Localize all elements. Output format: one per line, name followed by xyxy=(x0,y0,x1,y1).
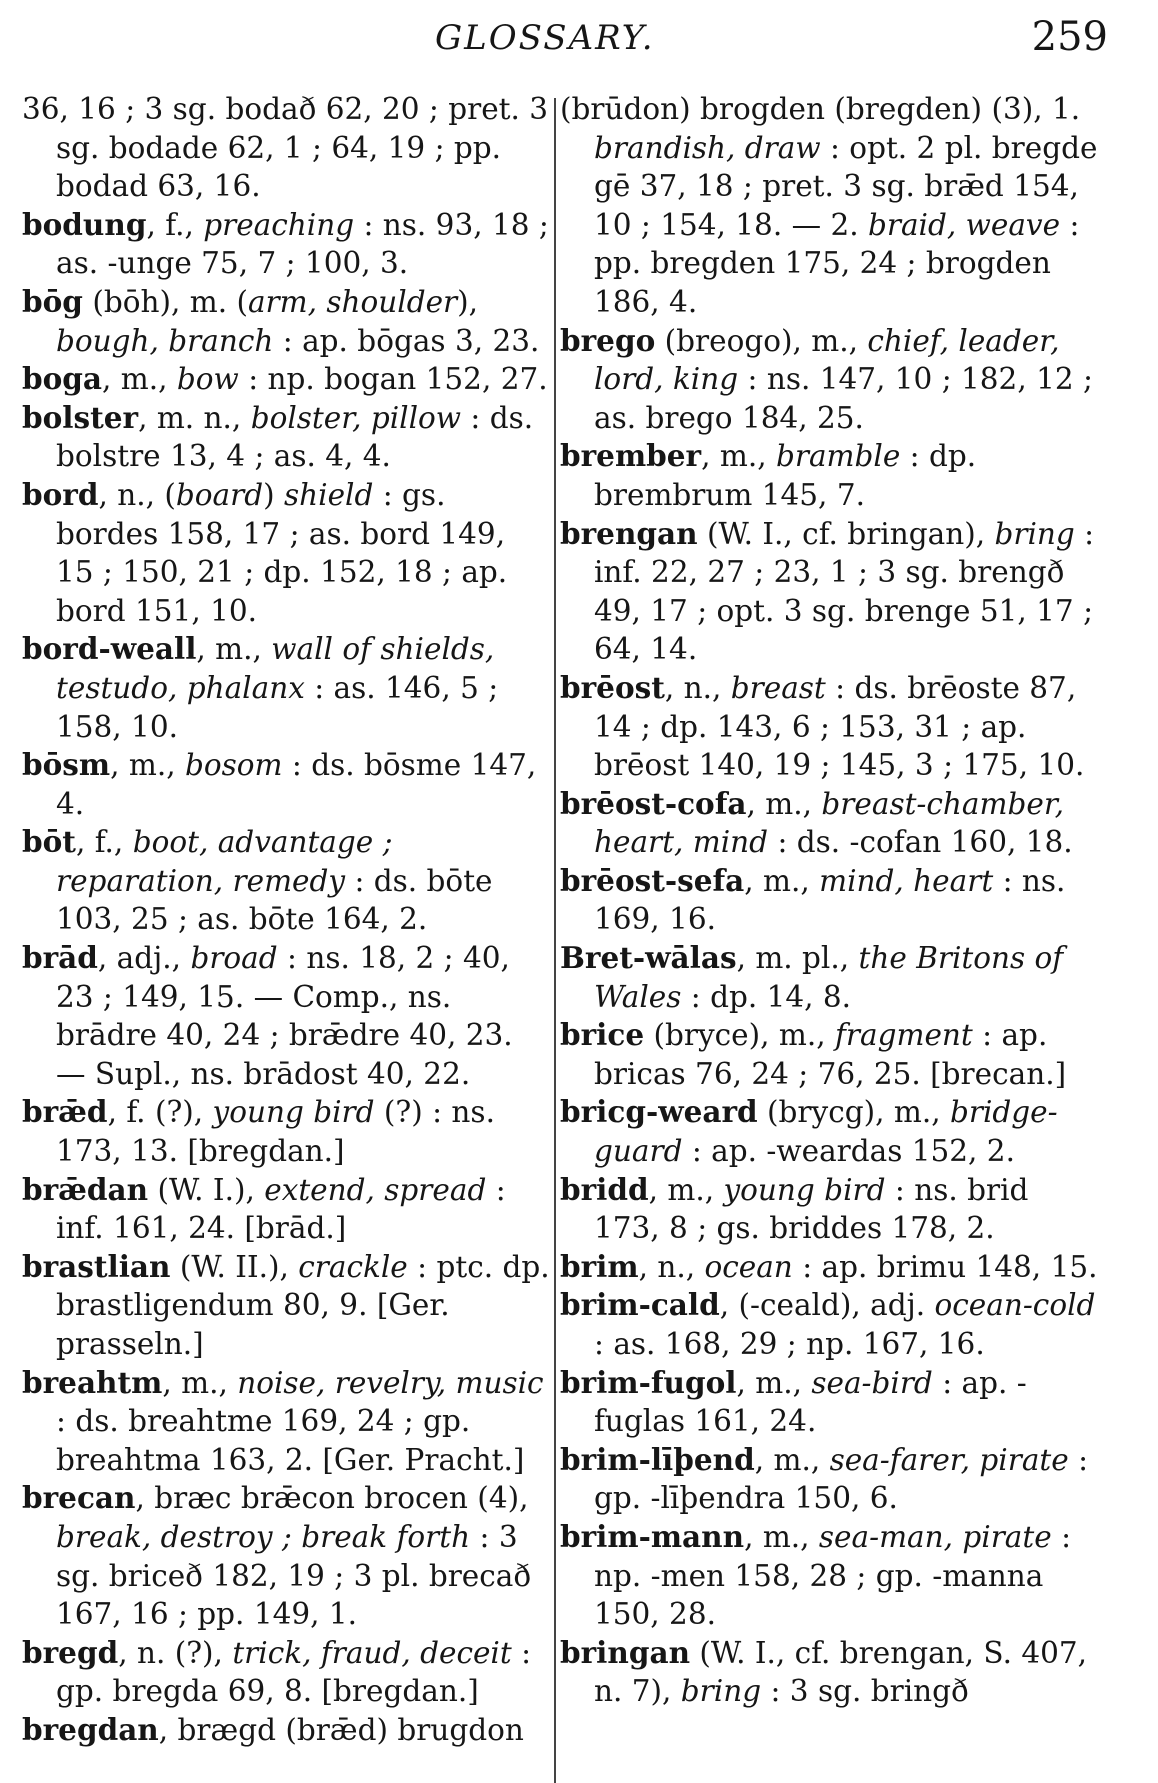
entry-translation: bolster, pillow xyxy=(250,400,462,435)
entry-grammar: (W. I.), xyxy=(148,1172,265,1207)
glossary-entry xyxy=(22,630,550,746)
glossary-entry xyxy=(560,1364,1100,1441)
glossary-entry xyxy=(560,1286,1100,1363)
entry-grammar: , m., xyxy=(701,439,776,474)
entry-references: : ap. bōgas 3, 23. xyxy=(273,323,540,358)
entry-translation: bosom xyxy=(185,748,283,783)
glossary-entry xyxy=(22,90,550,206)
entry-grammar: ) xyxy=(263,477,284,512)
entry-references: : opt. 2 pl. bregde gē 37, 18 ; pret. 3 sg. brǣd 154, 10 ; 154, 18. — 2. xyxy=(594,130,1098,242)
glossary-entry xyxy=(560,862,1100,939)
glossary-entry xyxy=(22,1248,550,1364)
entry-references: : ns. 169, 16. xyxy=(594,863,1066,937)
entry-headword: breahtm xyxy=(22,1364,163,1400)
entry-grammar: (bryce), m., xyxy=(644,1018,835,1053)
entry-grammar: , adj., xyxy=(97,941,191,976)
entry-translation: breast-chamber, heart, mind xyxy=(594,786,1065,860)
entry-translation: braid, weave xyxy=(867,207,1061,242)
entry-grammar: (breogo), m., xyxy=(655,323,868,358)
entry-headword: bregdan xyxy=(22,1711,159,1747)
entry-grammar: , n., xyxy=(638,1249,705,1284)
entry-translation: bring xyxy=(680,1674,762,1709)
entry-translation: breast xyxy=(730,670,826,705)
entry-translation: crackle xyxy=(298,1249,408,1284)
glossary-entry xyxy=(22,1479,550,1633)
glossary-entry xyxy=(22,399,550,476)
glossary-entry xyxy=(22,1711,550,1750)
glossary-entry xyxy=(560,1016,1100,1093)
entry-references: : ds. bōte 103, 25 ; as. bōte 164, 2. xyxy=(56,863,493,937)
entry-references: : gp. bregda 69, 8. [bregdan.] xyxy=(56,1635,532,1709)
entry-references: : ap. -weardas 152, 2. xyxy=(682,1134,1015,1169)
entry-grammar: , m. pl., xyxy=(736,941,859,976)
entry-headword: brēost xyxy=(560,669,665,705)
entry-grammar: , m., xyxy=(648,1172,724,1207)
entry-grammar: (brūdon) brogden (bregden) (3), 1. xyxy=(560,92,1081,126)
entry-references: : as. 146, 5 ; 158, 10. xyxy=(56,670,499,744)
entry-references: : dp. brembrum 145, 7. xyxy=(594,439,977,512)
glossary-entry xyxy=(22,1093,550,1170)
entry-translation: sea-bird xyxy=(811,1365,933,1400)
entry-headword: bridd xyxy=(560,1171,649,1207)
entry-references: : ds. bōsme 147, 4. xyxy=(56,748,537,821)
entry-references: : inf. 161, 24. [brād.] xyxy=(56,1172,506,1246)
entry-grammar: , m., xyxy=(746,786,822,821)
entry-headword: brecan xyxy=(22,1480,136,1516)
entry-headword: bōt xyxy=(22,824,76,860)
entry-grammar: , m., xyxy=(102,362,177,397)
entry-headword: brād xyxy=(22,940,98,976)
entry-grammar: , brægd (brǣd) brugdon xyxy=(158,1712,524,1747)
entry-translation: board xyxy=(175,477,264,512)
entry-translation: sea-farer, pirate xyxy=(829,1442,1069,1477)
entry-grammar: , m., xyxy=(736,1365,812,1400)
glossary-entry xyxy=(22,823,550,939)
glossary-entry xyxy=(22,939,550,1093)
glossary-entry xyxy=(560,437,1100,514)
glossary-entry xyxy=(560,1518,1100,1634)
glossary-entry xyxy=(22,206,550,283)
entry-headword: bord xyxy=(22,476,99,512)
glossary-entry xyxy=(22,360,550,399)
entry-headword: bringan xyxy=(560,1634,691,1670)
glossary-entry xyxy=(22,746,550,823)
entry-references: : ds. breahtme 169, 24 ; gp. breahtma 163, 2. [Ger. Pracht.] xyxy=(56,1404,525,1477)
entry-translation: broad xyxy=(190,941,278,976)
entry-references: : dp. 14, 8. xyxy=(681,979,852,1014)
entry-translation: bring xyxy=(994,516,1075,551)
entry-translation: boot, advantage ; reparation, remedy xyxy=(56,825,393,898)
entry-headword: brim-līþend xyxy=(560,1441,755,1477)
entry-translation: bough, branch xyxy=(56,323,274,358)
entry-translation: bramble xyxy=(775,439,901,474)
entry-references: 36, 16 ; 3 sg. bodað 62, 20 ; pret. 3 sg. bodade 62, 1 ; 64, 19 ; pp. bodad 63, 16. xyxy=(22,92,549,204)
entry-headword: brember xyxy=(560,438,702,474)
entry-grammar: , m., xyxy=(744,1519,819,1554)
entry-translation: fragment xyxy=(835,1018,973,1053)
entry-headword: brego xyxy=(560,322,656,358)
entry-grammar: , m. n., xyxy=(138,400,251,435)
entry-translation: break, destroy ; break forth xyxy=(56,1519,471,1554)
glossary-entry xyxy=(560,1248,1100,1287)
entry-translation: mind, heart xyxy=(819,863,994,898)
entry-grammar: , n., xyxy=(664,670,731,705)
left-column xyxy=(22,90,550,1750)
glossary-entry xyxy=(22,476,550,630)
entry-grammar: , m., xyxy=(744,863,820,898)
entry-headword: brim-fugol xyxy=(560,1364,737,1400)
entry-translation: bridge-guard xyxy=(594,1095,1058,1169)
entry-headword: brastlian xyxy=(22,1248,171,1284)
running-title: GLOSSARY. xyxy=(435,18,655,58)
entry-grammar: (bōh), m. ( xyxy=(82,284,248,319)
entry-headword: brim xyxy=(560,1248,639,1284)
entry-references: : pp. bregden 175, 24 ; brogden 186, 4. xyxy=(594,207,1080,319)
running-head xyxy=(30,8,1108,80)
entry-grammar: , (-ceald), adj. xyxy=(719,1288,935,1323)
entry-references: : 3 sg. briceð 182, 19 ; 3 pl. brecað 167, 16 ; pp. 149, 1. xyxy=(56,1519,532,1632)
entry-grammar: , m., xyxy=(162,1365,238,1400)
entry-grammar: ), xyxy=(457,284,479,319)
entry-references: : gp. -līþendra 150, 6. xyxy=(594,1442,1089,1516)
entry-translation: wall of shields, testudo, phalanx xyxy=(56,632,495,705)
entry-grammar: , m., xyxy=(110,748,185,783)
entry-grammar: (W. II.), xyxy=(170,1249,299,1284)
entry-headword: brēost-cofa xyxy=(560,785,747,821)
entry-headword: bregd xyxy=(22,1634,119,1670)
entry-grammar: , f., xyxy=(75,825,133,860)
entry-grammar: , f., xyxy=(146,207,204,242)
entry-translation: ocean xyxy=(704,1249,793,1284)
glossary-entry xyxy=(560,785,1100,862)
right-column xyxy=(560,90,1100,1711)
entry-references: : ns. 18, 2 ; 40, 23 ; 149, 15. — Comp., ns. brādre 40, 24 ; brǣdre 40, 23. — Supl., ns. brādost 40, 22. xyxy=(56,941,513,1091)
entry-headword: brim-cald xyxy=(560,1287,720,1323)
entry-grammar: (W. I., cf. bringan), xyxy=(697,516,995,551)
entry-translation: young bird xyxy=(212,1095,375,1130)
glossary-entry xyxy=(560,669,1100,785)
entry-headword: bōg xyxy=(22,283,83,319)
entry-grammar: (W. I., cf. brengan, S. 407, n. 7), xyxy=(594,1635,1088,1709)
entry-references: : as. 168, 29 ; np. 167, 16. xyxy=(594,1327,985,1361)
entry-translation: ocean-cold xyxy=(934,1288,1096,1323)
entry-translation: arm, shoulder xyxy=(247,284,458,319)
entry-grammar: (brycg), m., xyxy=(757,1095,950,1130)
entry-headword: bolster xyxy=(22,399,139,435)
entry-translation: noise, revelry, music xyxy=(237,1365,544,1400)
glossary-entry xyxy=(560,515,1100,669)
entry-references: : gs. bordes 158, 17 ; as. bord 149, 15 ; 150, 21 ; dp. 152, 18 ; ap. bord 151, 10. xyxy=(56,477,508,628)
glossary-entry xyxy=(560,939,1100,1016)
entry-translation: bow xyxy=(176,362,239,397)
entry-translation: preaching xyxy=(203,207,355,242)
entry-references: : ns. 93, 18 ; as. -unge 75, 7 ; 100, 3. xyxy=(56,207,549,281)
entry-grammar: , f. (?), xyxy=(107,1095,213,1130)
entry-translation: sea-man, pirate xyxy=(818,1519,1052,1554)
glossary-entry xyxy=(560,1634,1100,1711)
entry-translation: shield xyxy=(284,477,374,512)
entry-translation: young bird xyxy=(723,1172,886,1207)
entry-grammar: , n. (?), xyxy=(118,1635,233,1670)
entry-translation: extend, spread xyxy=(264,1172,487,1207)
entry-grammar: , n., ( xyxy=(98,477,176,512)
entry-headword: bōsm xyxy=(22,747,111,783)
entry-headword: bord-weall xyxy=(22,631,197,667)
entry-translation: chief, leader, lord, king xyxy=(594,323,1060,397)
entry-references: : ns. 147, 10 ; 182, 12 ; as. brego 184, 25. xyxy=(594,362,1093,435)
glossary-entry xyxy=(22,1171,550,1248)
entry-grammar: , m., xyxy=(196,632,272,667)
entry-headword: Bret-wālas xyxy=(560,940,737,976)
entry-translation: brandish, draw xyxy=(594,130,821,165)
entry-grammar: , bræc brǣcon brocen (4), xyxy=(135,1481,529,1516)
entry-references: : ns. brid 173, 8 ; gs. briddes 178, 2. xyxy=(594,1172,1029,1246)
entry-references: : ds. brēoste 87, 14 ; dp. 143, 6 ; 153, 31 ; ap. brēost 140, 19 ; 145, 3 ; 175, 10. xyxy=(594,670,1085,783)
entry-headword: bodung xyxy=(22,206,147,242)
entry-references: : inf. 22, 27 ; 23, 1 ; 3 sg. brengð 49, 17 ; opt. 3 sg. brenge 51, 17 ; 64, 14. xyxy=(594,516,1095,667)
entry-references: : ds. -cofan 160, 18. xyxy=(768,825,1073,860)
entry-references: (?) : ns. 173, 13. [bregdan.] xyxy=(56,1095,495,1169)
entry-grammar: , m., xyxy=(754,1442,830,1477)
entry-references: : np. bogan 152, 27. xyxy=(238,362,548,397)
glossary-entry xyxy=(560,90,1100,322)
glossary-entry xyxy=(22,1364,550,1480)
entry-headword: brim-mann xyxy=(560,1518,745,1554)
entry-headword: brengan xyxy=(560,515,698,551)
page-number: 259 xyxy=(1031,14,1108,60)
entry-headword: brice xyxy=(560,1017,645,1053)
entry-translation: trick, fraud, deceit xyxy=(232,1635,512,1670)
entry-references: : ap. bricas 76, 24 ; 76, 25. [brecan.] xyxy=(594,1018,1067,1091)
glossary-entry xyxy=(22,283,550,360)
glossary-entry xyxy=(560,322,1100,438)
entry-references: : 3 sg. bringð xyxy=(761,1674,969,1709)
glossary-entry xyxy=(560,1171,1100,1248)
entry-references: : ap. -fuglas 161, 24. xyxy=(594,1365,1027,1439)
entry-headword: brēost-sefa xyxy=(560,862,745,898)
entry-headword: brǣdan xyxy=(22,1171,149,1207)
entry-headword: brǣd xyxy=(22,1094,108,1130)
entry-headword: boga xyxy=(22,361,103,397)
entry-references: : ptc. dp. brastligendum 80, 9. [Ger. prasseln.] xyxy=(56,1249,550,1361)
column-divider xyxy=(554,98,556,1783)
glossary-entry xyxy=(560,1441,1100,1518)
entry-references: : ds. bolstre 13, 4 ; as. 4, 4. xyxy=(56,400,534,474)
entry-references: : np. -men 158, 28 ; gp. -manna 150, 28. xyxy=(594,1519,1072,1632)
glossary-entry xyxy=(560,1093,1100,1170)
entry-headword: bricg-weard xyxy=(560,1094,758,1130)
glossary-entry xyxy=(22,1634,550,1711)
entry-references: : ap. brimu 148, 15. xyxy=(792,1249,1098,1284)
entry-translation: the Britons of Wales xyxy=(594,941,1064,1014)
